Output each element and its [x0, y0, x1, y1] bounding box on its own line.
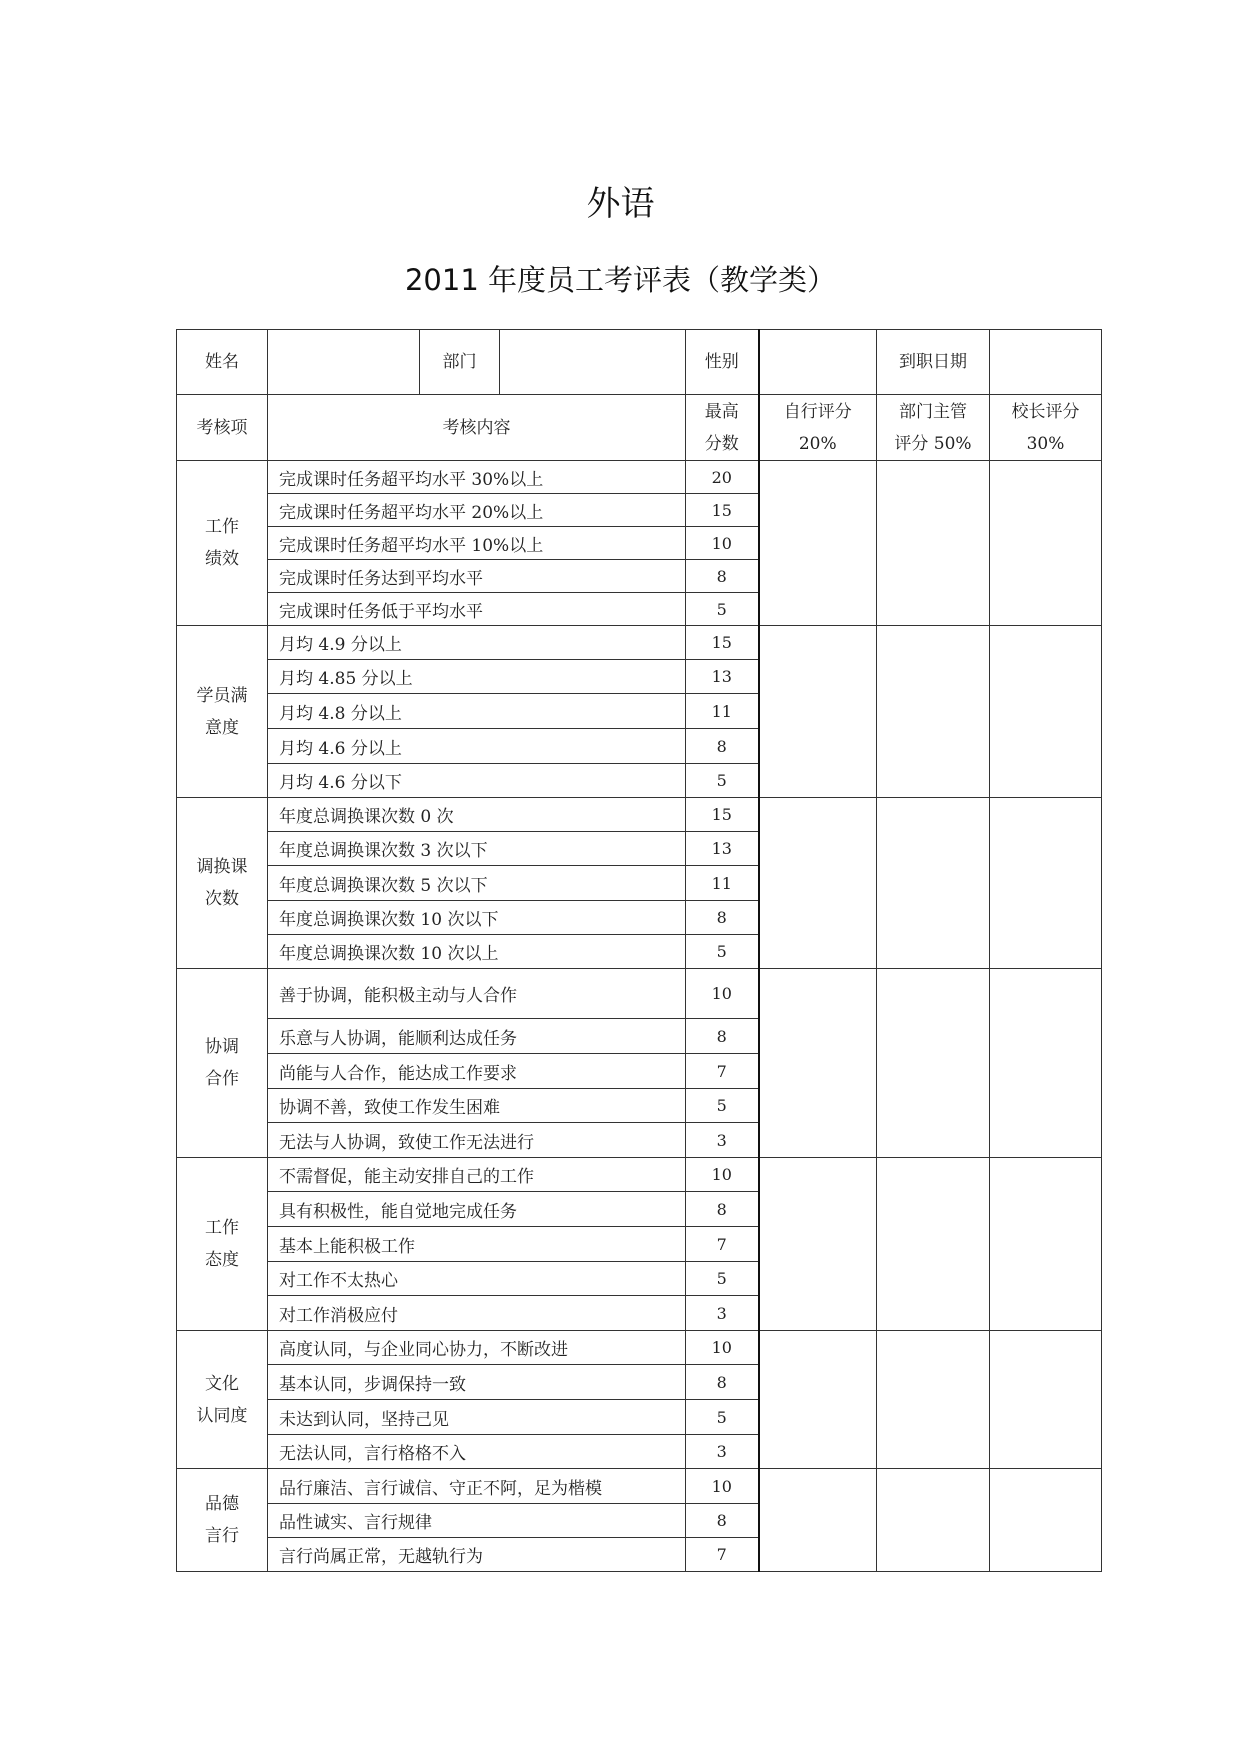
criteria-text: 协调不善，致使工作发生困难 — [268, 1089, 686, 1123]
dept-score-cell[interactable] — [877, 1158, 990, 1331]
max-score-cell: 8 — [686, 1365, 759, 1400]
criteria-text: 月均 4.85 分以上 — [268, 660, 686, 694]
max-score-cell: 15 — [686, 798, 759, 832]
criteria-text: 完成课时任务达到平均水平 — [268, 560, 686, 593]
principal-score-cell[interactable] — [990, 969, 1102, 1158]
date-label: 到职日期 — [877, 330, 990, 395]
dept-score-cell[interactable] — [877, 461, 990, 626]
criteria-text: 完成课时任务超平均水平 30%以上 — [268, 461, 686, 494]
max-score-header: 最高 分数 — [686, 395, 759, 461]
section-label: 工作 绩效 — [177, 461, 268, 626]
section-label: 调换课 次数 — [177, 798, 268, 969]
section-label: 文化 认同度 — [177, 1331, 268, 1469]
criteria-text: 基本认同，步调保持一致 — [268, 1365, 686, 1400]
self-score-cell[interactable] — [759, 626, 877, 798]
form-title: 2011 年度员工考评表（教学类） — [404, 263, 837, 297]
criteria-text: 年度总调换课次数 10 次以下 — [268, 901, 686, 935]
max-score-cell: 8 — [686, 1019, 759, 1054]
criteria-text: 基本上能积极工作 — [268, 1227, 686, 1262]
gender-label: 性别 — [686, 330, 759, 395]
max-score-cell: 8 — [686, 560, 759, 593]
criteria-text: 具有积极性，能自觉地完成任务 — [268, 1192, 686, 1227]
date-field[interactable] — [990, 330, 1102, 395]
principal-score-cell[interactable] — [990, 461, 1102, 626]
section-label: 工作 态度 — [177, 1158, 268, 1331]
max-score-cell: 7 — [686, 1538, 759, 1572]
criteria-text: 年度总调换课次数 3 次以下 — [268, 832, 686, 866]
criteria-text: 完成课时任务低于平均水平 — [268, 593, 686, 626]
dept-score-cell[interactable] — [877, 626, 990, 798]
criteria-text: 品行廉洁、言行诚信、守正不阿，足为楷模 — [268, 1469, 686, 1504]
max-score-cell: 5 — [686, 1089, 759, 1123]
criteria-text: 无法与人协调，致使工作无法进行 — [268, 1123, 686, 1158]
principal-score-cell[interactable] — [990, 798, 1102, 969]
dept-score-cell[interactable] — [877, 1469, 990, 1572]
criteria-text: 月均 4.6 分以上 — [268, 729, 686, 764]
max-score-cell: 3 — [686, 1296, 759, 1331]
column-header-row — [177, 395, 1102, 461]
max-score-cell: 15 — [686, 494, 759, 527]
table-row — [177, 1469, 1102, 1504]
criteria-text: 高度认同，与企业同心协力，不断改进 — [268, 1331, 686, 1365]
max-score-cell: 10 — [686, 527, 759, 560]
principal-score-cell[interactable] — [990, 626, 1102, 798]
max-score-cell: 10 — [686, 969, 759, 1019]
criteria-text: 无法认同，言行格格不入 — [268, 1435, 686, 1469]
item-header: 考核项 — [177, 395, 268, 461]
name-label: 姓名 — [177, 330, 268, 395]
max-score-cell: 3 — [686, 1435, 759, 1469]
section-label: 学员满 意度 — [177, 626, 268, 798]
dept-score-header: 部门主管 评分 50% — [877, 395, 990, 461]
criteria-text: 年度总调换课次数 10 次以上 — [268, 935, 686, 969]
table-row — [177, 1331, 1102, 1365]
criteria-text: 对工作不太热心 — [268, 1262, 686, 1296]
criteria-text: 年度总调换课次数 5 次以下 — [268, 866, 686, 901]
table-row — [177, 626, 1102, 660]
max-score-cell: 8 — [686, 1192, 759, 1227]
max-score-cell: 13 — [686, 832, 759, 866]
criteria-text: 月均 4.9 分以上 — [268, 626, 686, 660]
table-row — [177, 461, 1102, 494]
principal-score-header: 校长评分 30% — [990, 395, 1102, 461]
criteria-text: 完成课时任务超平均水平 10%以上 — [268, 527, 686, 560]
criteria-text: 对工作消极应付 — [268, 1296, 686, 1331]
max-score-cell: 10 — [686, 1158, 759, 1192]
max-score-cell: 5 — [686, 593, 759, 626]
evaluation-table — [176, 329, 1102, 1572]
max-score-cell: 10 — [686, 1469, 759, 1504]
self-score-header: 自行评分 20% — [759, 395, 877, 461]
page-title: 外语 — [586, 184, 655, 224]
criteria-text: 月均 4.8 分以上 — [268, 694, 686, 729]
max-score-cell: 15 — [686, 626, 759, 660]
max-score-cell: 11 — [686, 694, 759, 729]
criteria-text: 未达到认同，坚持己见 — [268, 1400, 686, 1435]
dept-field[interactable] — [500, 330, 686, 395]
max-score-cell: 7 — [686, 1054, 759, 1089]
self-score-cell[interactable] — [759, 969, 877, 1158]
dept-score-cell[interactable] — [877, 1331, 990, 1469]
principal-score-cell[interactable] — [990, 1158, 1102, 1331]
criteria-text: 不需督促，能主动安排自己的工作 — [268, 1158, 686, 1192]
name-field[interactable] — [268, 330, 420, 395]
self-score-cell[interactable] — [759, 1469, 877, 1572]
max-score-cell: 5 — [686, 935, 759, 969]
self-score-cell[interactable] — [759, 798, 877, 969]
max-score-cell: 8 — [686, 901, 759, 935]
max-score-cell: 13 — [686, 660, 759, 694]
max-score-cell: 8 — [686, 1504, 759, 1538]
criteria-text: 言行尚属正常，无越轨行为 — [268, 1538, 686, 1572]
self-score-cell[interactable] — [759, 461, 877, 626]
max-score-cell: 5 — [686, 1400, 759, 1435]
criteria-text: 月均 4.6 分以下 — [268, 764, 686, 798]
max-score-cell: 5 — [686, 764, 759, 798]
dept-score-cell[interactable] — [877, 798, 990, 969]
dept-score-cell[interactable] — [877, 969, 990, 1158]
max-score-cell: 20 — [686, 461, 759, 494]
criteria-text: 乐意与人协调，能顺利达成任务 — [268, 1019, 686, 1054]
info-row — [177, 330, 1102, 395]
criteria-text: 年度总调换课次数 0 次 — [268, 798, 686, 832]
section-label: 品德 言行 — [177, 1469, 268, 1572]
max-score-cell: 11 — [686, 866, 759, 901]
criteria-text: 品性诚实、言行规律 — [268, 1504, 686, 1538]
self-score-cell[interactable] — [759, 1331, 877, 1469]
table-row — [177, 969, 1102, 1019]
self-score-cell[interactable] — [759, 1158, 877, 1331]
gender-field[interactable] — [759, 330, 877, 395]
principal-score-cell[interactable] — [990, 1469, 1102, 1572]
criteria-text: 完成课时任务超平均水平 20%以上 — [268, 494, 686, 527]
dept-label: 部门 — [420, 330, 500, 395]
max-score-cell: 7 — [686, 1227, 759, 1262]
criteria-text: 尚能与人合作，能达成工作要求 — [268, 1054, 686, 1089]
max-score-cell: 3 — [686, 1123, 759, 1158]
max-score-cell: 8 — [686, 729, 759, 764]
max-score-cell: 5 — [686, 1262, 759, 1296]
max-score-cell: 10 — [686, 1331, 759, 1365]
principal-score-cell[interactable] — [990, 1331, 1102, 1469]
table-row — [177, 798, 1102, 832]
criteria-text: 善于协调，能积极主动与人合作 — [268, 969, 686, 1019]
table-row — [177, 1158, 1102, 1192]
section-label: 协调 合作 — [177, 969, 268, 1158]
content-header: 考核内容 — [268, 395, 686, 461]
